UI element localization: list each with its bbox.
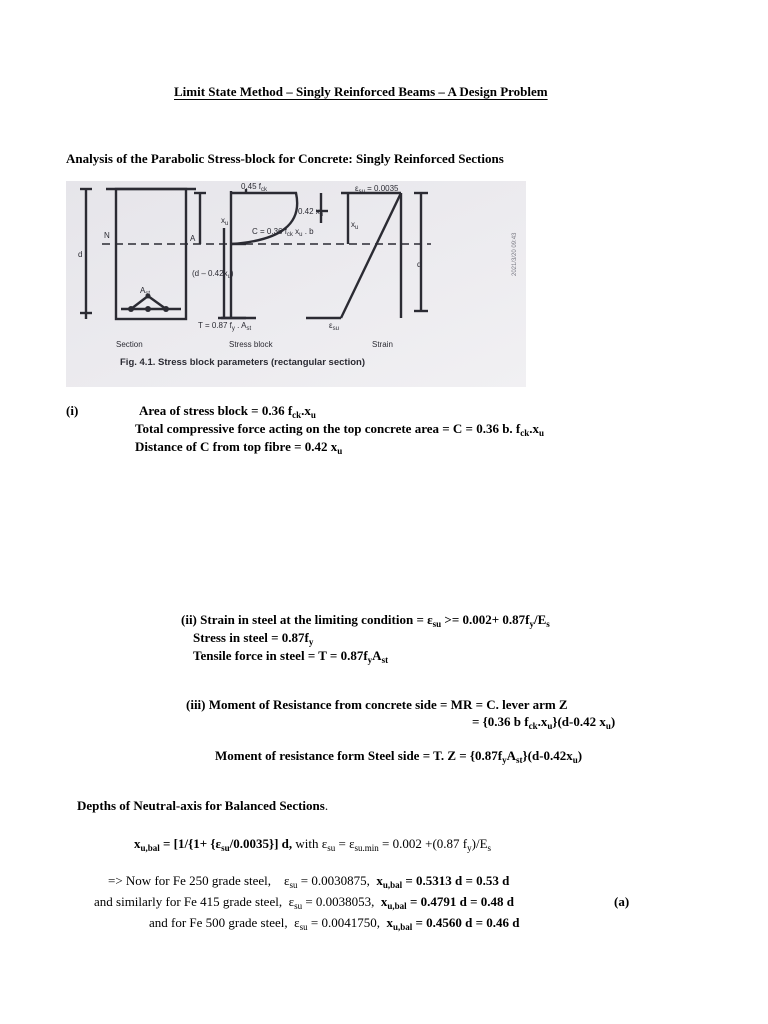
- item-iii-line2: = {0.36 b $f_{ck}.x_u\}(d-0.42$ $x_u$): [472, 714, 616, 731]
- photo-timestamp: 2021/3/20 09:43: [512, 232, 518, 276]
- steel-grade-row-fe415: and similarly for Fe 415 grade steel, $\varepsilon_{su} = 0.0038053$, $x_{u,bal} = 0.4791$ d = 0.48 d: [94, 894, 514, 911]
- item-iii-line1: (iii) Moment of Resistance from concrete side = MR = C. lever arm Z: [186, 697, 568, 712]
- steel-grade-row-fe500: and for Fe 500 grade steel, $\varepsilon_{su} = 0.0041750$, $x_{u,bal} = 0.4560$ d = 0.46 d: [149, 915, 520, 932]
- label-compressive-force: C = 0.36 $f_{ck}$ $x_u$ . b: [252, 227, 314, 238]
- label-esu-bottom: $\varepsilon_{su}$: [329, 321, 339, 332]
- label-042xu: 0.42 $x_u$: [298, 207, 324, 218]
- item-i-line1: Area of stress block = 0.36 $f_{ck}.x_u$: [139, 403, 316, 420]
- label-strain: Strain: [372, 340, 393, 349]
- item-i-line2: Total compressive force acting on the top concrete area = C = 0.36 b. $f_{ck}.x_u$: [135, 421, 545, 438]
- item-i-line3: Distance of C from top fibre = 0.42 $x_u$: [135, 439, 343, 456]
- neutral-axis-heading: Depths of Neutral-axis for Balanced Sections.: [77, 798, 329, 813]
- label-ast: $A_{st}$: [140, 286, 151, 297]
- item-iii-line3: Moment of resistance form Steel side = T. $Z = \{0.87f_yA_{st}\}(d-0.42x_u)$: [215, 748, 583, 765]
- label-045fck: 0.45 $f_{ck}$: [241, 182, 268, 193]
- label-esu-top: $\varepsilon_{su} = 0.0035$: [355, 184, 399, 195]
- label-tensile-force: T = 0.87 $f_y$ . $A_{st}$: [198, 321, 252, 332]
- item-ii-line3: Tensile force in steel = $T = 0.87f_yA_{st}$: [193, 648, 389, 665]
- stress-block-figure: [66, 181, 526, 387]
- stress-block-diagram: [66, 181, 526, 387]
- label-d-right: d: [417, 260, 422, 269]
- label-section: Section: [116, 340, 143, 349]
- label-neutral-axis-N: N: [104, 231, 110, 240]
- figure-caption: Fig. 4.1. Stress block parameters (rectangular section): [120, 357, 365, 368]
- label-d-left: d: [78, 250, 83, 259]
- label-stress-block: Stress block: [229, 340, 273, 349]
- label-neutral-axis-A: A: [190, 234, 196, 243]
- neutral-axis-formula: $x_{u,bal} = [1/\{1+ \{\varepsilon_{su}/0.0035\}]$ d, with $\varepsilon_{su} = \varepsilon_{su.min} = 0.002 +(0.87$ $f_y)/E_s$: [134, 836, 492, 853]
- label-xu-right: $x_u$: [351, 220, 359, 231]
- section-heading: Analysis of the Parabolic Stress-block for Concrete: Singly Reinforced Sections: [66, 151, 504, 166]
- item-i-number: (i): [66, 403, 79, 418]
- steel-grade-row-fe250: => Now for Fe 250 grade steel, $\varepsilon_{su} = 0.0030875$, $x_{u,bal} = 0.5313$ d = 0.53 d: [108, 873, 510, 890]
- page-title: Limit State Method – Singly Reinforced Beams – A Design Problem: [174, 84, 548, 99]
- steel-grade-tag-a: (a): [614, 894, 630, 909]
- label-lever-arm: $(d - 0.42x_u)$: [192, 269, 234, 280]
- item-ii-line2: Stress in steel = $0.87f_y$: [193, 630, 314, 647]
- label-xu-left: $x_u$: [221, 216, 229, 227]
- item-ii-line1: (ii) Strain in steel at the limiting condition = $\varepsilon_{su} >= 0.002+ 0.87f_y/E_s$: [181, 612, 550, 629]
